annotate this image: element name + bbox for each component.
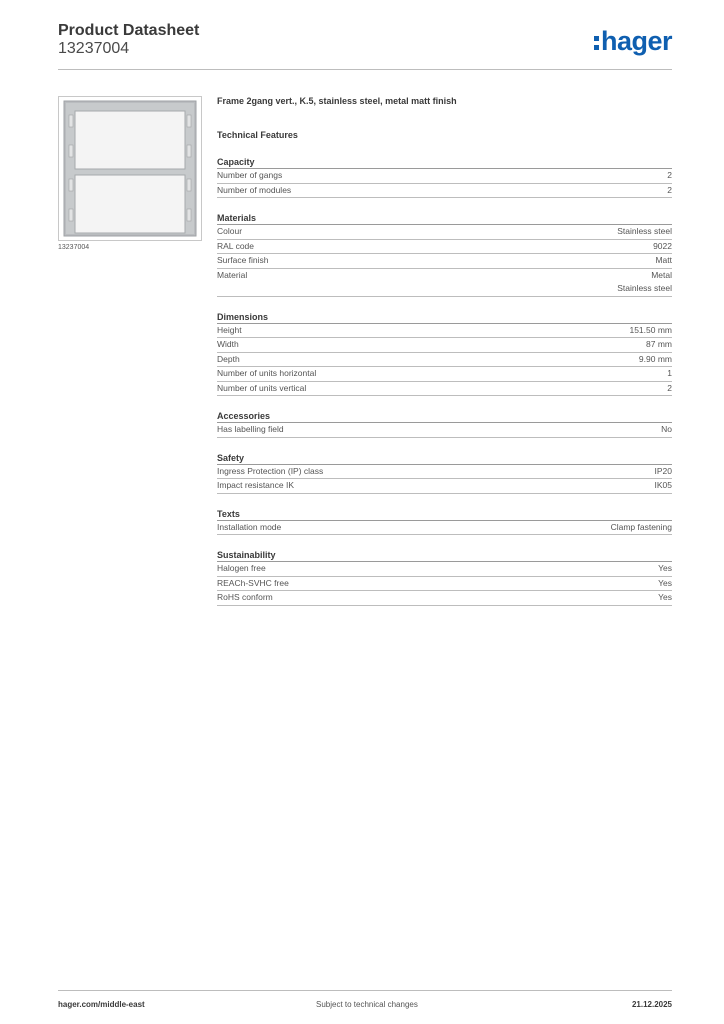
section-title: Texts — [217, 507, 672, 521]
spec-label: Colour — [217, 226, 243, 236]
spec-row — [217, 353, 672, 368]
spec-row — [217, 225, 672, 240]
spec-row — [217, 423, 672, 438]
spec-label: Material — [217, 269, 248, 280]
page-title: Product Datasheet — [58, 22, 200, 39]
page-footer — [58, 990, 672, 1020]
spec-section-capacity — [217, 155, 672, 198]
spec-row — [217, 382, 672, 397]
spec-label: RAL code — [217, 240, 255, 251]
product-image — [58, 96, 202, 241]
spec-value: No — [661, 424, 672, 434]
spec-section-dimensions — [217, 310, 672, 397]
spec-row — [217, 465, 672, 480]
spec-row — [217, 240, 672, 255]
spec-value: 1 — [667, 368, 672, 378]
spec-value: Yes — [658, 563, 672, 573]
spec-row — [217, 479, 672, 494]
spec-label: Depth — [217, 353, 240, 364]
spec-label: Surface finish — [217, 255, 269, 265]
spec-label: Number of modules — [217, 184, 292, 195]
technical-features-title: Technical Features — [217, 130, 298, 140]
spec-value: 87 mm — [646, 339, 672, 349]
spec-value: 151.50 mm — [629, 324, 672, 335]
spec-row — [217, 591, 672, 606]
spec-value: Metal Stainless steel — [617, 269, 672, 293]
spec-row — [217, 184, 672, 199]
spec-sections — [217, 155, 672, 606]
spec-section-safety — [217, 451, 672, 494]
spec-label: Width — [217, 339, 239, 349]
spec-row — [217, 367, 672, 382]
spec-value: 2 — [667, 382, 672, 393]
spec-row — [217, 338, 672, 353]
spec-section-materials — [217, 211, 672, 297]
spec-value: 9.90 mm — [638, 353, 672, 364]
logo-text: hager — [600, 26, 672, 56]
image-caption: 13237004 — [58, 244, 90, 251]
spec-value: Stainless steel — [617, 226, 672, 236]
spec-row — [217, 269, 672, 297]
spec-value: Yes — [658, 592, 672, 602]
article-number: 13237004 — [58, 40, 130, 57]
spec-section-sustainability — [217, 548, 672, 606]
spec-section-accessories — [217, 409, 672, 438]
page-header — [58, 22, 672, 70]
spec-row — [217, 577, 672, 592]
spec-value: Matt — [655, 255, 672, 265]
spec-label: Installation mode — [217, 521, 282, 532]
spec-content — [217, 96, 672, 606]
logo-dots-icon — [594, 31, 599, 51]
spec-row — [217, 254, 672, 269]
spec-row — [217, 169, 672, 184]
section-title: Accessories — [217, 409, 672, 423]
hager-logo — [594, 26, 672, 57]
section-title: Sustainability — [217, 548, 672, 562]
spec-label: Number of units horizontal — [217, 368, 317, 378]
footer-website-link[interactable]: hager.com/middle-east — [58, 1000, 145, 1009]
section-title: Capacity — [217, 155, 672, 169]
spec-value: IP20 — [654, 465, 672, 476]
footer-notice: Subject to technical changes — [316, 1000, 418, 1009]
spec-label: Has labelling field — [217, 424, 284, 434]
spec-value: 2 — [667, 170, 672, 180]
spec-row — [217, 324, 672, 339]
product-description: Frame 2gang vert., K.5, stainless steel, metal matt finish — [217, 96, 457, 106]
spec-value: Clamp fastening — [610, 521, 672, 532]
spec-label: Halogen free — [217, 563, 266, 573]
spec-row — [217, 562, 672, 577]
footer-date: 21.12.2025 — [631, 1000, 672, 1009]
spec-label: Height — [217, 324, 242, 335]
double-frame-icon — [59, 97, 201, 240]
section-title: Safety — [217, 451, 672, 465]
spec-label: REACh-SVHC free — [217, 577, 289, 588]
spec-label: Ingress Protection (IP) class — [217, 465, 324, 476]
spec-label: Number of units vertical — [217, 382, 307, 393]
spec-label: RoHS conform — [217, 592, 273, 602]
section-title: Dimensions — [217, 310, 672, 324]
spec-value: Yes — [658, 577, 672, 588]
spec-section-texts — [217, 507, 672, 536]
spec-value: IK05 — [654, 480, 672, 490]
spec-value: 9022 — [653, 240, 672, 251]
spec-row — [217, 521, 672, 536]
spec-label: Number of gangs — [217, 170, 283, 180]
spec-value: 2 — [667, 184, 672, 195]
spec-label: Impact resistance IK — [217, 480, 295, 490]
section-title: Materials — [217, 211, 672, 225]
